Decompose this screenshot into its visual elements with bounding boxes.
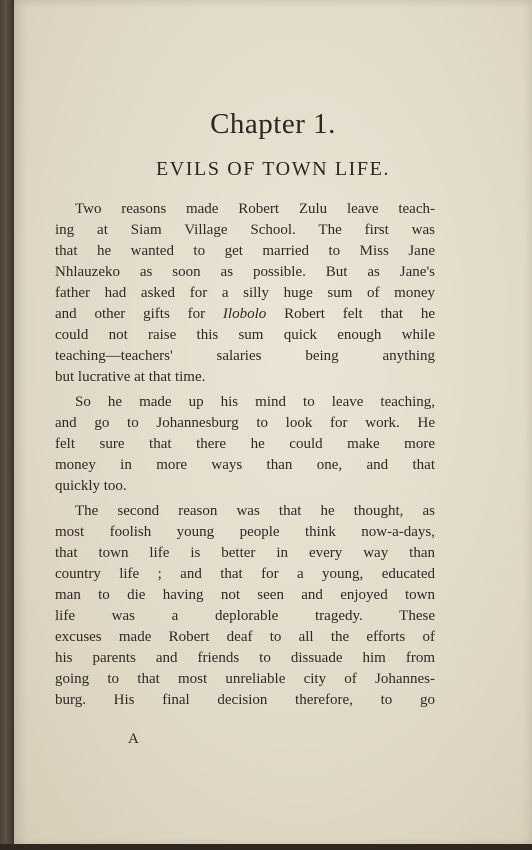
text-line: Two reasons made Robert Zulu leave teach- [75, 201, 435, 217]
chapter-heading: Chapter 1. [210, 108, 336, 140]
text-line: felt sure that there he could make more [55, 436, 435, 452]
text-line: life was a deplorable tragedy. These [55, 608, 435, 624]
text-line: quickly too. [55, 478, 127, 494]
text-line: that he wanted to get married to Miss Jane [55, 243, 435, 259]
page-bottom-edge [0, 844, 532, 850]
text-line: and go to Johannesburg to look for work. He [55, 415, 435, 431]
text-line: So he made up his mind to leave teaching, [75, 394, 435, 410]
text-line: going to that most unreliable city of Johannes- [55, 671, 435, 687]
text-line: but lucrative at that time. [55, 369, 206, 385]
text-line: burg. His final decision therefore, to go [55, 692, 435, 708]
text-line: his parents and friends to dissuade him from [55, 650, 435, 666]
text-line: ing at Siam Village School. The first was [55, 222, 435, 238]
text-line: father had asked for a silly huge sum of money [55, 285, 435, 301]
book-page [14, 0, 532, 846]
chapter-title: EVILS OF TOWN LIFE. [155, 158, 391, 180]
text-line: excuses made Robert deaf to all the efforts of [55, 629, 435, 645]
text-line: money in more ways than one, and that [55, 457, 435, 473]
signature-mark: A [128, 731, 139, 747]
text-line: country life ; and that for a young, educated [55, 566, 435, 582]
text-line: and other gifts for Ilobolo Robert felt that he [55, 306, 436, 322]
body-text [55, 199, 435, 711]
text-line: Nhlauzeko as soon as possible. But as Jane's [55, 264, 435, 280]
text-line: teaching—teachers' salaries being anything [55, 348, 435, 364]
text-line: The second reason was that he thought, as [75, 503, 435, 519]
text-line: most foolish young people think now-a-days, [55, 524, 435, 540]
text-line: man to die having not seen and enjoyed town [55, 587, 435, 603]
text-line: could not raise this sum quick enough while [55, 327, 435, 343]
text-line: that town life is better in every way than [55, 545, 435, 561]
